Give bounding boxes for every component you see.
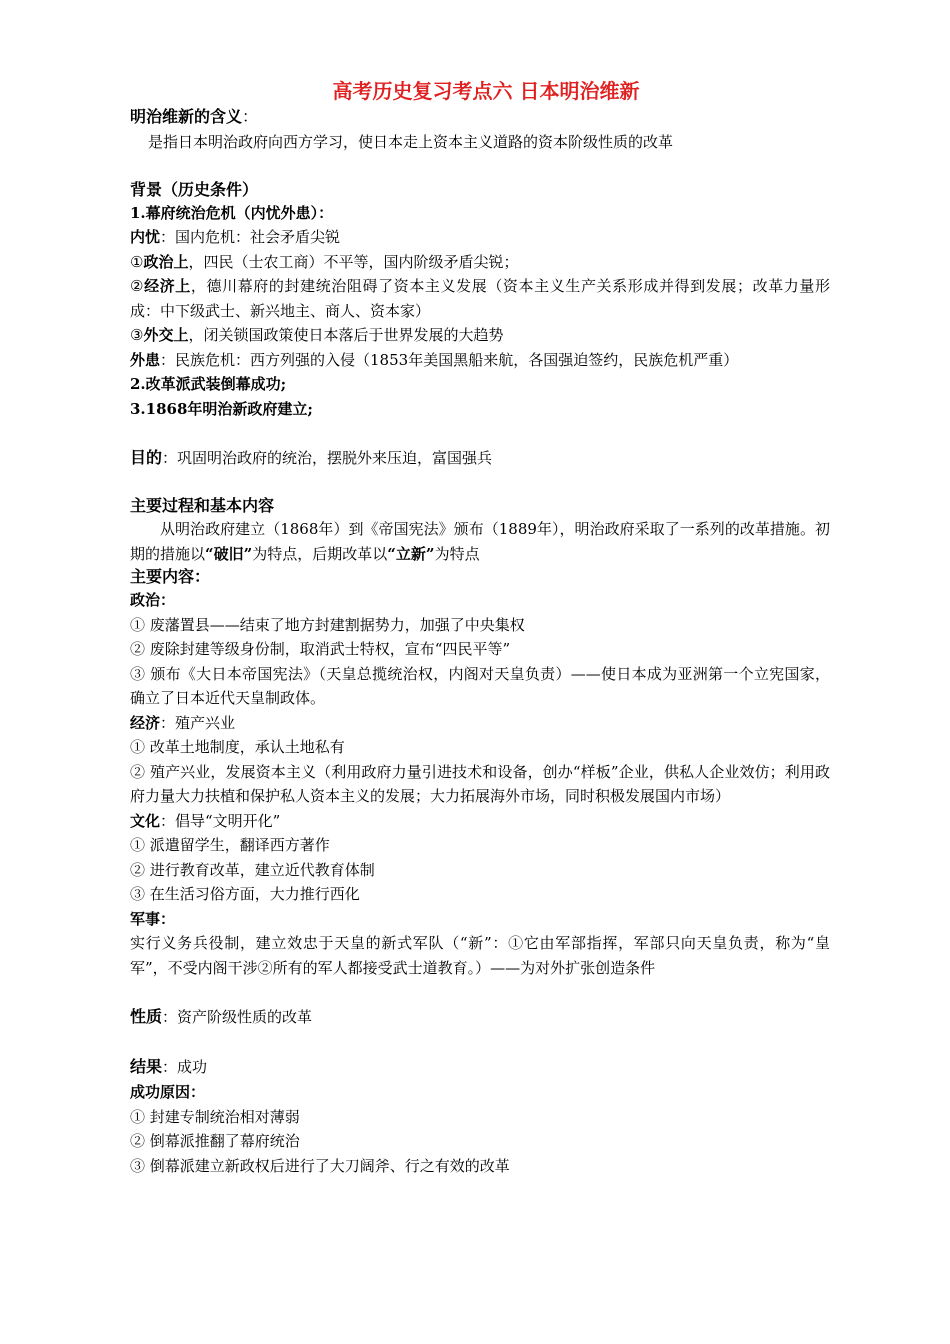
content-heading-colon: ： — [194, 567, 211, 586]
economy-item: ① 改革土地制度，承认土地私有 — [130, 738, 345, 756]
meaning-heading-colon: ： — [242, 107, 259, 126]
meaning-heading-text: 明治维新的含义 — [130, 107, 243, 126]
result-text: ：成功 — [162, 1058, 208, 1076]
nature-line — [130, 1004, 830, 1030]
background-point-3 — [130, 323, 830, 348]
background-point-1 — [130, 250, 830, 275]
purpose-text: ：巩固明治政府的统治，摆脱外来压迫，富国强兵 — [162, 449, 493, 467]
background-waihuan — [130, 348, 830, 373]
culture-heading — [130, 809, 830, 834]
point-3-text: ，闭关锁国政策使日本落后于世界发展的大趋势 — [188, 326, 504, 344]
purpose-line — [130, 445, 830, 471]
intro-b: “破旧” — [205, 544, 253, 563]
point-1-text: ，四民（士农工商）不平等，国内阶级矛盾尖锐； — [188, 252, 519, 271]
result-label: 结果 — [130, 1057, 163, 1076]
military-text: 实行义务兵役制，建立效忠于天皇的新式军队（“新”：①它由军部指挥，军部只向天皇负责，称为“皇军”，不受内阁干涉②所有的军人都接受武士道教育。）——为对外扩张创造条件 — [130, 934, 830, 977]
culture-item: ③ 在生活习俗方面，大力推行西化 — [130, 885, 360, 903]
meaning-heading — [130, 106, 830, 128]
nature-label: 性质 — [130, 1007, 163, 1026]
economy-item: ② 殖产兴业，发展资本主义（利用政府力量引进技术和设备，创办“样板”企业，供私人企业效仿；利用政府力量大力扶植和保护私人资本主义的发展；大力拓展海外市场，同时积极发展国内市场） — [130, 762, 830, 805]
point-1-label: 政治上 — [143, 252, 189, 271]
process-heading: 主要过程和基本内容 — [130, 496, 275, 515]
economy-text: ：殖产兴业 — [160, 713, 236, 732]
content-heading — [130, 566, 830, 588]
culture-item: ② 进行教育改革，建立近代教育体制 — [130, 860, 375, 879]
process-intro — [130, 517, 830, 566]
waihuan-label: 外患 — [130, 350, 161, 369]
nature-text: ：资产阶级性质的改革 — [162, 1008, 313, 1026]
intro-e: 为特点 — [434, 544, 480, 563]
politics-colon: ： — [160, 591, 176, 609]
meaning-text: 是指日本明治政府向西方学习，使日本走上资本主义道路的资本阶级性质的改革 — [148, 133, 674, 151]
background-item-1: 1.幕府统治危机（内忧外患）： — [130, 203, 334, 222]
military-colon: ： — [160, 909, 176, 928]
reasons-heading: 成功原因： — [130, 1083, 206, 1101]
economy-heading — [130, 711, 830, 736]
intro-a: 从明治政府建立（1868年）到《帝国宪法》颁布（1889年），明治政府采取了一系列的改革措施。初期的措施以 — [130, 520, 830, 563]
background-item-2: 2.改革派武装倒幕成功; — [130, 375, 287, 393]
background-point-2 — [130, 274, 830, 323]
politics-heading — [130, 588, 830, 613]
point-3-num: ③ — [130, 326, 144, 344]
reason-item: ② 倒幕派推翻了幕府统治 — [130, 1132, 300, 1150]
culture-label: 文化 — [130, 811, 161, 830]
intro-d: “立新” — [387, 544, 435, 563]
neiyou-label: 内忧 — [130, 228, 161, 246]
point-2-text: ，德川幕府的封建统治阻碍了资本主义发展（资本主义生产关系形成并得到发展；改革力量形成：中下级武士、新兴地主、商人、资本家） — [130, 277, 830, 320]
document-page — [130, 76, 830, 1178]
reason-item: ③ 倒幕派建立新政权后进行了大刀阔斧、行之有效的改革 — [130, 1156, 510, 1175]
content-heading-text: 主要内容 — [130, 567, 195, 586]
point-2-num: ② — [130, 277, 145, 295]
purpose-label: 目的 — [130, 448, 163, 467]
point-2-label: 经济上 — [144, 277, 191, 295]
politics-item: ③ 颁布《大日本帝国宪法》（天皇总揽统治权，内阁对天皇负责）——使日本成为亚洲第一个立宪国家，确立了日本近代天皇制政体。 — [130, 664, 830, 707]
culture-text: ：倡导“文明开化” — [160, 811, 281, 830]
intro-c: 为特点，后期改革以 — [252, 544, 388, 563]
waihuan-text: ：民族危机：西方列强的入侵（1853年美国黑船来航，各国强迫签约，民族危机严重） — [160, 350, 739, 369]
culture-item: ① 派遣留学生，翻译西方著作 — [130, 836, 330, 854]
result-line — [130, 1054, 830, 1080]
reason-item: ① 封建专制统治相对薄弱 — [130, 1107, 300, 1126]
background-item-3: 3.1868年明治新政府建立; — [130, 399, 313, 418]
document-title: 高考历史复习考点六 日本明治维新 — [332, 79, 640, 103]
background-neiyou — [130, 225, 830, 250]
point-1-num: ① — [130, 252, 144, 271]
politics-item: ① 废藩置县——结束了地方封建割据势力，加强了中央集权 — [130, 615, 525, 634]
politics-label: 政治 — [130, 591, 161, 609]
neiyou-text: ：国内危机：社会矛盾尖锐 — [160, 228, 341, 246]
background-heading: 背景（历史条件） — [130, 179, 259, 199]
military-label: 军事 — [130, 909, 161, 928]
politics-item: ② 废除封建等级身份制，取消武士特权，宣布“四民平等” — [130, 640, 511, 658]
military-heading — [130, 907, 830, 932]
point-3-label: 外交上 — [143, 326, 189, 344]
economy-label: 经济 — [130, 713, 161, 732]
